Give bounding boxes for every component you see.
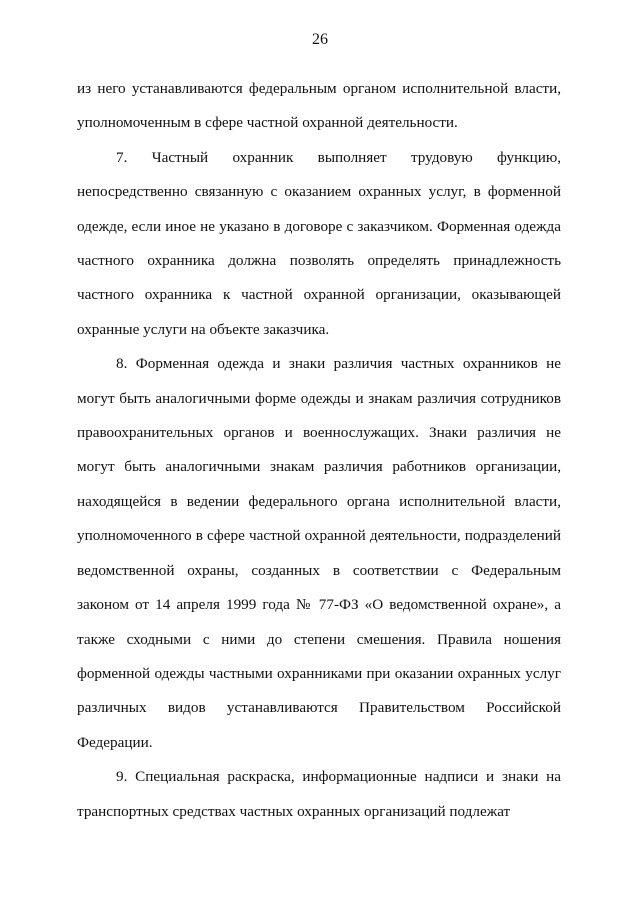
paragraph-continuation: из него устанавливаются федеральным органом исполнительной власти, уполномоченным в сфере частной охранной деятельности.	[77, 80, 561, 132]
document-body	[77, 72, 561, 829]
paragraph-8: 8. Форменная одежда и знаки различия частных охранников не могут быть аналогичными форме одежды и знакам различия сотрудников правоохранительных органов и военнослужащих. Знаки различия не могут быть аналогичными знакам различия работников организации, находящейся в ведении федерального органа исполнительной власти, уполномоченного в сфере частной охранной деятельности, подразделений ведомственной охраны, созданных в соответствии с Федеральным законом от 14 апреля 1999 года № 77-ФЗ «О ведомственной охране», а также сходными с ними до степени смешения. Правила ношения форменной одежды частными охранниками при оказании охранных услуг различных видов устанавливаются Правительством Российской Федерации.	[77, 355, 561, 751]
paragraph-9: 9. Специальная раскраска, информационные надписи и знаки на транспортных средствах частных охранных организаций подлежат	[77, 768, 561, 820]
page-number: 26	[312, 31, 328, 48]
paragraph-7: 7. Частный охранник выполняет трудовую функцию, непосредственно связанную с оказанием охранных услуг, в форменной одежде, если иное не указано в договоре с заказчиком. Форменная одежда частного охранника должна позволять определять принадлежность частного охранника к частной охранной организации, оказывающей охранные услуги на объекте заказчика.	[77, 148, 561, 338]
